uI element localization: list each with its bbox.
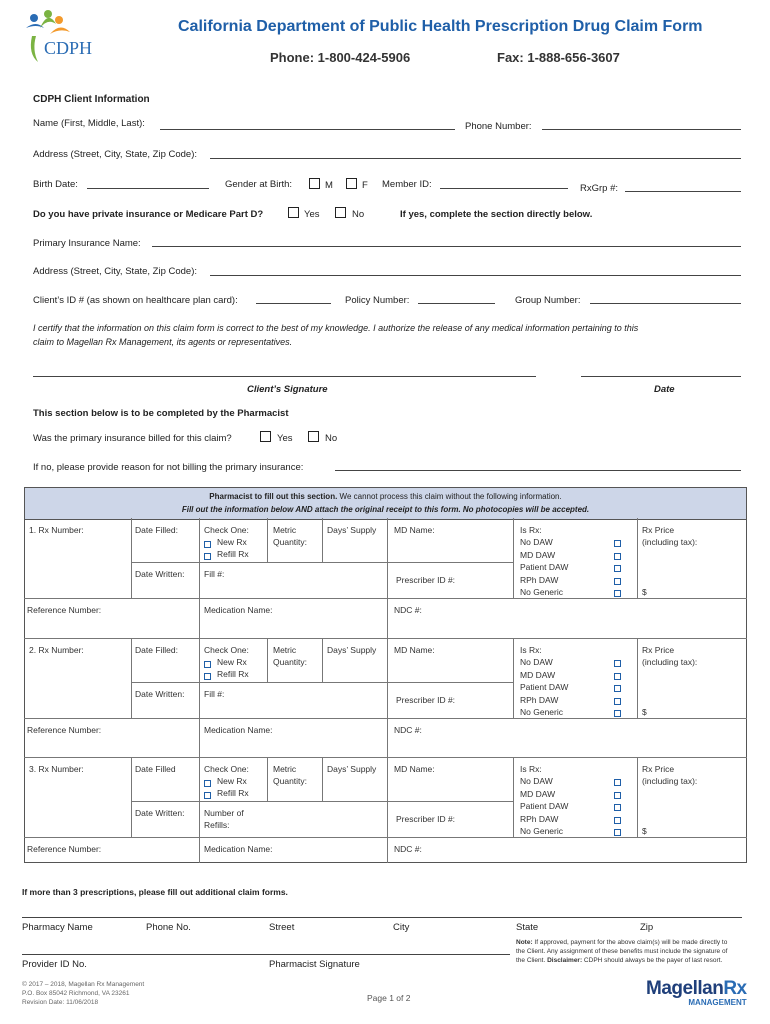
- refill-rx-checkbox[interactable]: [204, 670, 215, 683]
- fill-label-2: Refills:: [204, 820, 230, 830]
- note-line-1: If approved, payment for the above claim(s) will be made directly to: [532, 939, 728, 946]
- insurance-address-field[interactable]: [210, 275, 741, 276]
- table-header-line-1: [25, 492, 746, 501]
- reference-number-label: Reference Number:: [27, 605, 102, 615]
- md-daw-checkbox[interactable]: [614, 550, 625, 563]
- client-signature-label: Client’s Signature: [247, 384, 328, 395]
- patient-daw-checkbox[interactable]: [614, 682, 625, 695]
- group-number-label: Group Number:: [515, 295, 581, 306]
- column-divider: [131, 757, 132, 837]
- no-generic-label: No Generic: [520, 826, 563, 836]
- rx-price-dollar: $: [642, 587, 647, 597]
- no-generic-checkbox[interactable]: [614, 826, 625, 839]
- column-divider: [387, 518, 388, 598]
- billed-no-label: No: [325, 433, 338, 444]
- column-divider: [267, 757, 268, 801]
- check-one-label: Check One:: [204, 764, 249, 774]
- billed-question: Was the primary insurance billed for this claim?: [33, 433, 232, 444]
- rxgrp-field[interactable]: [625, 191, 741, 192]
- insurance-note: If yes, complete the section directly below.: [400, 209, 593, 220]
- address-field[interactable]: [210, 158, 741, 159]
- page-number: Page 1 of 2: [367, 993, 411, 1003]
- rx-price-tax-label: (including tax):: [642, 657, 698, 667]
- date-filled-label: Date Filled:: [135, 525, 178, 535]
- client-date-field[interactable]: [581, 376, 741, 377]
- refill-rx-label: Refill Rx: [217, 788, 249, 798]
- column-divider: [267, 518, 268, 562]
- ndc-label: NDC #:: [394, 605, 422, 615]
- md-daw-checkbox[interactable]: [614, 670, 625, 683]
- date-filled-label: Date Filled: [135, 764, 176, 774]
- name-field[interactable]: [160, 129, 455, 130]
- magellan-rx: Rx: [723, 978, 747, 999]
- provider-line[interactable]: [22, 954, 510, 955]
- md-name-label: MD Name:: [394, 764, 435, 774]
- medication-name-label: Medication Name:: [204, 844, 273, 854]
- metric-label: Metric: [273, 645, 297, 655]
- phone-label: Phone Number:: [465, 121, 532, 132]
- rx-price-dollar: $: [642, 826, 647, 836]
- no-daw-label: No DAW: [520, 537, 553, 547]
- billed-yes-checkbox[interactable]: [260, 431, 271, 442]
- policy-number-label: Policy Number:: [345, 295, 410, 306]
- city-label: City: [393, 922, 410, 933]
- new-rx-label: New Rx: [217, 657, 247, 667]
- column-divider: [199, 757, 200, 837]
- row-mid-divider: [131, 801, 513, 802]
- refill-rx-checkbox[interactable]: [204, 789, 215, 802]
- check-one-label: Check One:: [204, 525, 249, 535]
- certification-line-1: I certify that the information on this claim form is correct to the best of my knowledge. I authorize the release of any medical information pertaining to this: [33, 323, 639, 333]
- primary-insurance-field[interactable]: [152, 246, 741, 247]
- column-divider: [387, 598, 388, 638]
- column-divider: [322, 518, 323, 562]
- rx-number-label: 2. Rx Number:: [29, 645, 84, 655]
- client-id-label: Client’s ID # (as shown on healthcare plan card):: [33, 295, 238, 306]
- column-divider: [387, 757, 388, 837]
- gender-f-checkbox[interactable]: [346, 178, 357, 189]
- patient-daw-checkbox[interactable]: [614, 801, 625, 814]
- row-reference-divider: [24, 598, 747, 599]
- insurance-address-label: Address (Street, City, State, Zip Code):: [33, 266, 198, 277]
- column-divider: [637, 518, 638, 598]
- copyright-block: [22, 980, 144, 1007]
- medication-name-label: Medication Name:: [204, 605, 273, 615]
- fill-label: Number of: [204, 808, 244, 818]
- insurance-yes-label: Yes: [304, 209, 320, 220]
- address-label: Address (Street, City, State, Zip Code):: [33, 149, 198, 160]
- table-header-rest: We cannot process this claim without the following information.: [337, 492, 562, 501]
- quantity-label: Quantity:: [273, 657, 308, 667]
- column-divider: [387, 638, 388, 718]
- column-divider: [322, 638, 323, 682]
- pharmacy-name-label: Pharmacy Name: [22, 922, 93, 933]
- insurance-question: Do you have private insurance or Medicare Part D?: [33, 209, 264, 220]
- magellan-word: Magellan: [646, 978, 724, 999]
- table-header-bold: Pharmacist to fill out this section.: [209, 492, 338, 501]
- days-supply-label: Days’ Supply: [327, 764, 377, 774]
- new-rx-label: New Rx: [217, 776, 247, 786]
- insurance-no-checkbox[interactable]: [335, 207, 346, 218]
- quantity-label: Quantity:: [273, 776, 308, 786]
- no-generic-checkbox[interactable]: [614, 707, 625, 720]
- reason-field[interactable]: [335, 470, 741, 471]
- magellan-management: MANAGEMENT: [688, 998, 747, 1007]
- magellan-logo: [646, 978, 747, 1007]
- column-divider: [513, 518, 514, 598]
- rx-price-tax-label: (including tax):: [642, 537, 698, 547]
- logo-text: CDPH: [44, 38, 93, 58]
- rph-daw-checkbox[interactable]: [614, 695, 625, 708]
- pharmacist-signature-label: Pharmacist Signature: [269, 959, 360, 970]
- approval-note: [516, 938, 727, 965]
- po-box: P.O. Box 85042 Richmond, VA 23261: [22, 990, 130, 997]
- reason-label: If no, please provide reason for not billing the primary insurance:: [33, 462, 304, 473]
- claim-table: [24, 487, 747, 863]
- street-label: Street: [269, 922, 295, 933]
- rx-price-dollar: $: [642, 707, 647, 717]
- new-rx-label: New Rx: [217, 537, 247, 547]
- md-daw-label: MD DAW: [520, 788, 556, 799]
- member-id-label: Member ID:: [382, 179, 432, 190]
- md-daw-checkbox[interactable]: [614, 789, 625, 802]
- no-generic-label: No Generic: [520, 587, 563, 597]
- prescriber-id-label: Prescriber ID #:: [396, 575, 456, 585]
- new-rx-checkbox[interactable]: [204, 658, 215, 671]
- pharmacy-info-line[interactable]: [22, 917, 742, 918]
- client-date-label: Date: [654, 384, 675, 395]
- note-line-2: the Client. Any assignment of these benefits must include the signature of: [516, 948, 728, 955]
- pharmacist-section-title: This section below is to be completed by the Pharmacist: [33, 408, 289, 419]
- rx-number-label: 1. Rx Number:: [29, 525, 84, 535]
- prescriber-id-label: Prescriber ID #:: [396, 814, 456, 824]
- patient-daw-checkbox[interactable]: [614, 562, 625, 575]
- note-line-3b: CDPH should always be the payer of last resort.: [582, 957, 723, 964]
- medication-name-label: Medication Name:: [204, 725, 273, 735]
- no-daw-checkbox[interactable]: [614, 537, 625, 550]
- billed-no-checkbox[interactable]: [308, 431, 319, 442]
- no-daw-checkbox[interactable]: [614, 776, 625, 789]
- primary-insurance-label: Primary Insurance Name:: [33, 238, 141, 249]
- birth-date-field[interactable]: [87, 188, 209, 189]
- refill-rx-label: Refill Rx: [217, 669, 249, 679]
- row-reference-divider: [24, 837, 747, 838]
- state-label: State: [516, 922, 539, 933]
- column-divider: [199, 638, 200, 718]
- billed-yes-label: Yes: [277, 433, 293, 444]
- new-rx-checkbox[interactable]: [204, 538, 215, 551]
- rx-price-tax-label: (including tax):: [642, 776, 698, 786]
- phone-no-label: Phone No.: [146, 922, 191, 933]
- column-divider: [513, 638, 514, 718]
- column-divider: [267, 638, 268, 682]
- column-divider: [131, 638, 132, 718]
- client-id-field[interactable]: [256, 303, 331, 304]
- days-supply-label: Days’ Supply: [327, 525, 377, 535]
- rph-daw-label: RPh DAW: [520, 574, 559, 585]
- is-rx-label: Is Rx:: [520, 525, 542, 535]
- patient-daw-label: Patient DAW: [520, 801, 569, 811]
- client-signature-field[interactable]: [33, 376, 536, 377]
- form-title: California Department of Public Health Prescription Drug Claim Form: [178, 18, 703, 35]
- patient-daw-label: Patient DAW: [520, 682, 569, 692]
- row-mid-divider: [131, 562, 513, 563]
- row-divider: [24, 638, 747, 639]
- no-daw-checkbox[interactable]: [614, 657, 625, 670]
- member-id-field[interactable]: [440, 188, 568, 189]
- metric-label: Metric: [273, 525, 297, 535]
- phone-number: Phone: 1-800-424-5906: [270, 50, 411, 65]
- column-divider: [199, 837, 200, 863]
- insurance-no-label: No: [352, 209, 365, 220]
- rx-price-label: Rx Price: [642, 645, 675, 655]
- note-label: Note:: [516, 939, 533, 946]
- rph-daw-checkbox[interactable]: [614, 814, 625, 827]
- name-label: Name (First, Middle, Last):: [33, 118, 145, 129]
- date-written-label: Date Written:: [135, 689, 185, 699]
- fill-label: Fill #:: [204, 689, 225, 699]
- no-daw-label: No DAW: [520, 776, 553, 786]
- new-rx-checkbox[interactable]: [204, 777, 215, 790]
- certification-line-2: claim to Magellan Rx Management, its agents or representatives.: [33, 337, 293, 347]
- column-divider: [387, 718, 388, 757]
- rph-daw-label: RPh DAW: [520, 813, 559, 824]
- table-header-line-2: Fill out the information below AND attach the original receipt to this form. No photocopies will be accepted.: [181, 505, 590, 514]
- column-divider: [131, 518, 132, 598]
- no-daw-label: No DAW: [520, 657, 553, 667]
- is-rx-label: Is Rx:: [520, 645, 542, 655]
- md-name-label: MD Name:: [394, 645, 435, 655]
- zip-label: Zip: [640, 922, 654, 933]
- column-divider: [513, 757, 514, 837]
- disclaimer-label: Disclaimer:: [547, 957, 583, 964]
- prescriber-id-label: Prescriber ID #:: [396, 695, 456, 705]
- rxgrp-label: RxGrp #:: [580, 183, 619, 194]
- reference-number-label: Reference Number:: [27, 844, 102, 854]
- column-divider: [322, 757, 323, 801]
- column-divider: [199, 518, 200, 598]
- ndc-label: NDC #:: [394, 844, 422, 854]
- gender-f-label: F: [362, 180, 368, 191]
- birth-date-label: Birth Date:: [33, 179, 78, 190]
- refill-rx-label: Refill Rx: [217, 549, 249, 559]
- column-divider: [199, 598, 200, 638]
- refill-rx-checkbox[interactable]: [204, 550, 215, 563]
- rph-daw-label: RPh DAW: [520, 694, 559, 705]
- check-one-label: Check One:: [204, 645, 249, 655]
- column-divider: [637, 757, 638, 837]
- gender-m-label: M: [325, 180, 333, 191]
- column-divider: [637, 638, 638, 718]
- provider-id-label: Provider ID No.: [22, 959, 87, 970]
- row-divider: [24, 757, 747, 758]
- policy-number-field[interactable]: [418, 303, 495, 304]
- patient-daw-label: Patient DAW: [520, 562, 569, 572]
- reference-number-label: Reference Number:: [27, 725, 102, 735]
- row-reference-divider: [24, 718, 747, 719]
- row-mid-divider: [131, 682, 513, 683]
- column-divider: [199, 718, 200, 757]
- md-daw-label: MD DAW: [520, 549, 556, 560]
- rx-number-label: 3. Rx Number:: [29, 764, 84, 774]
- rph-daw-checkbox[interactable]: [614, 575, 625, 588]
- date-written-label: Date Written:: [135, 808, 185, 818]
- group-number-field[interactable]: [590, 303, 741, 304]
- no-generic-checkbox[interactable]: [614, 587, 625, 600]
- days-supply-label: Days’ Supply: [327, 645, 377, 655]
- column-divider: [387, 837, 388, 863]
- gender-m-checkbox[interactable]: [309, 178, 320, 189]
- insurance-yes-checkbox[interactable]: [288, 207, 299, 218]
- client-section-title: CDPH Client Information: [33, 94, 150, 105]
- fax-number: Fax: 1-888-656-3607: [497, 50, 620, 65]
- note-line-3a: the Client.: [516, 957, 548, 964]
- fill-label: Fill #:: [204, 569, 225, 579]
- ndc-label: NDC #:: [394, 725, 422, 735]
- revision-date: Revision Date: 11/06/2018: [22, 999, 99, 1006]
- date-filled-label: Date Filled:: [135, 645, 178, 655]
- no-generic-label: No Generic: [520, 707, 563, 717]
- rx-price-label: Rx Price: [642, 764, 675, 774]
- md-name-label: MD Name:: [394, 525, 435, 535]
- copyright: © 2017 – 2018, Magellan Rx Management: [22, 981, 145, 988]
- date-written-label: Date Written:: [135, 569, 185, 579]
- is-rx-label: Is Rx:: [520, 764, 542, 774]
- gender-label: Gender at Birth:: [225, 179, 293, 190]
- quantity-label: Quantity:: [273, 537, 308, 547]
- md-daw-label: MD DAW: [520, 669, 556, 680]
- metric-label: Metric: [273, 764, 297, 774]
- phone-field[interactable]: [542, 129, 741, 130]
- more-rx-note: If more than 3 prescriptions, please fill out additional claim forms.: [22, 887, 288, 897]
- rx-price-label: Rx Price: [642, 525, 675, 535]
